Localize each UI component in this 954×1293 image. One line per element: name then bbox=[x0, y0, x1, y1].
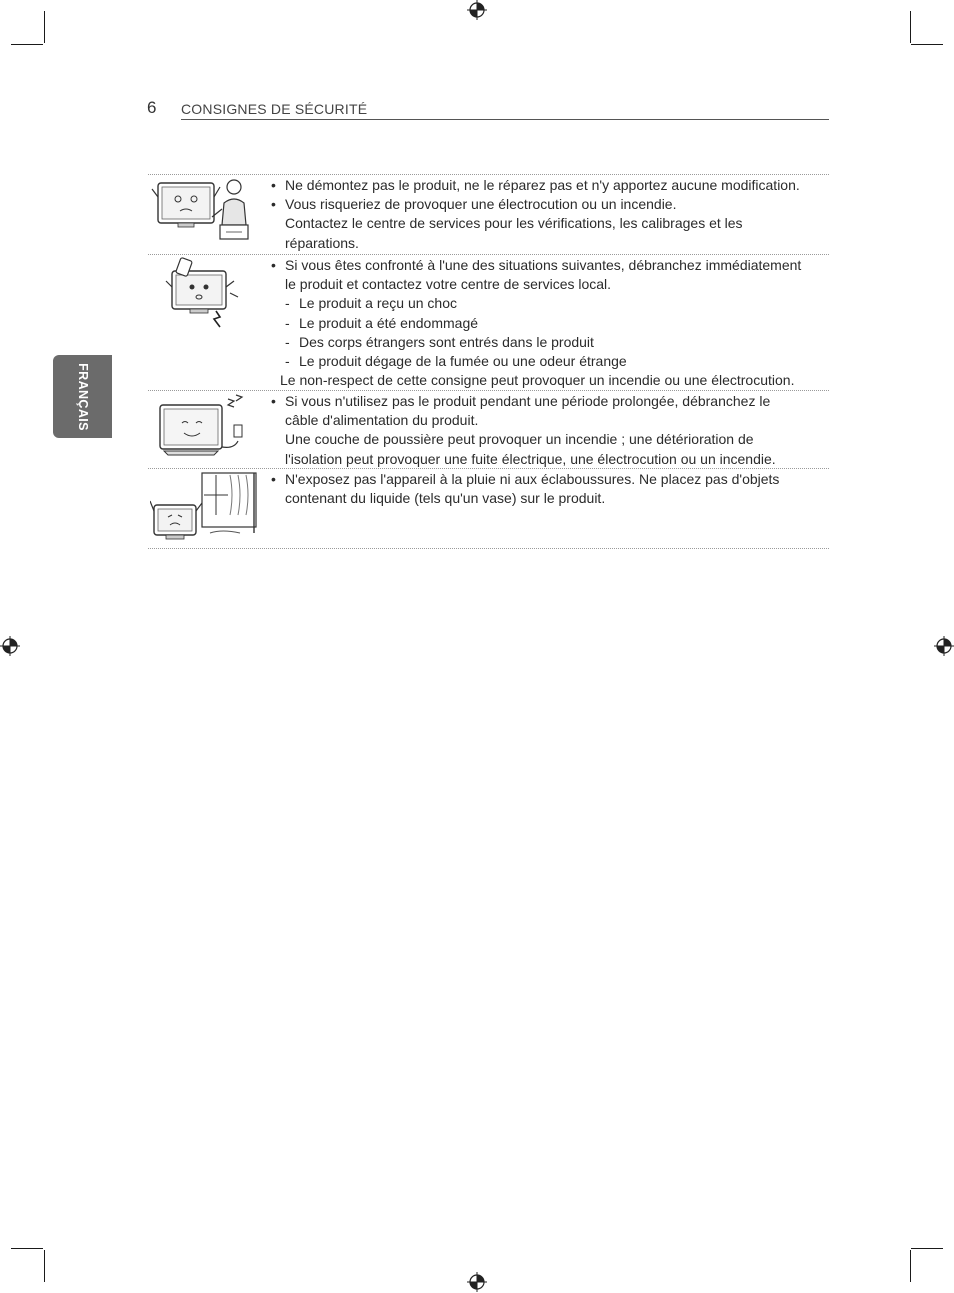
crop-mark bbox=[910, 11, 911, 43]
crop-mark bbox=[11, 44, 43, 45]
text-line: l'isolation peut provoquer une fuite électrique, une électrocution ou un incendie. bbox=[285, 450, 776, 467]
text-line: le produit et contactez votre centre de services local. bbox=[285, 276, 612, 293]
crop-mark bbox=[911, 1248, 943, 1249]
registration-mark-icon bbox=[934, 636, 954, 656]
language-tab bbox=[53, 355, 112, 438]
bullet-text: • N'exposez pas l'appareil à la pluie ni aux éclaboussures. Ne placez pas d'objets bbox=[266, 470, 829, 489]
text-line: câble d'alimentation du produit. bbox=[285, 412, 479, 429]
row-text bbox=[266, 469, 829, 508]
safety-instructions bbox=[148, 174, 829, 549]
list-item: - Le produit a reçu un choc bbox=[266, 294, 829, 313]
bullet-text: • Si vous êtes confronté à l'une des situations suivantes, débranchez immédiatement bbox=[266, 256, 829, 275]
row-text bbox=[266, 255, 829, 390]
list-item: - Le produit a été endommagé bbox=[266, 314, 829, 333]
section-title: CONSIGNES DE SÉCURITÉ bbox=[181, 101, 368, 117]
text-line: contenant du liquide (tels qu'un vase) sur le produit. bbox=[285, 490, 606, 507]
page-number: 6 bbox=[147, 98, 157, 117]
bullet-text: • Si vous n'utilisez pas le produit pendant une période prolongée, débranchez le bbox=[266, 392, 829, 411]
crop-mark bbox=[11, 1248, 43, 1249]
tv-repair-person-illustration bbox=[150, 177, 262, 249]
registration-mark-icon bbox=[467, 0, 487, 20]
tv-damaged-illustration bbox=[150, 257, 262, 329]
crop-mark bbox=[911, 44, 943, 45]
registration-mark-icon bbox=[0, 636, 20, 656]
safety-row bbox=[148, 390, 829, 468]
bullet-text: • Ne démontez pas le produit, ne le réparez pas et n'y apportez aucune modification. bbox=[266, 176, 829, 195]
list-item: - Des corps étrangers sont entrés dans le produit bbox=[266, 333, 829, 352]
text-line: • Vous risqueriez de provoquer une électrocution ou un incendie. bbox=[285, 196, 677, 213]
row-text bbox=[266, 391, 829, 469]
crop-mark bbox=[44, 1250, 45, 1282]
language-tab-label: FRANÇAIS bbox=[75, 362, 90, 431]
safety-row bbox=[148, 174, 829, 254]
text-line: réparations. bbox=[285, 234, 359, 251]
row-text bbox=[266, 175, 829, 253]
header-rule bbox=[181, 119, 829, 120]
tv-rain-window-illustration bbox=[150, 471, 262, 547]
registration-mark-icon bbox=[467, 1272, 487, 1292]
tv-unplugged-illustration bbox=[150, 393, 262, 465]
text-line: Contactez le centre de services pour les vérifications, les calibrages et les bbox=[285, 215, 743, 232]
crop-mark bbox=[910, 1250, 911, 1282]
safety-row bbox=[148, 254, 829, 390]
text-line: Une couche de poussière peut provoquer un incendie ; une détérioration de bbox=[285, 431, 754, 448]
note-text: Le non-respect de cette consigne peut provoquer un incendie ou une électrocution. bbox=[280, 372, 795, 389]
safety-row bbox=[148, 468, 829, 549]
crop-mark bbox=[44, 11, 45, 43]
list-item: - Le produit dégage de la fumée ou une odeur étrange bbox=[266, 352, 829, 371]
